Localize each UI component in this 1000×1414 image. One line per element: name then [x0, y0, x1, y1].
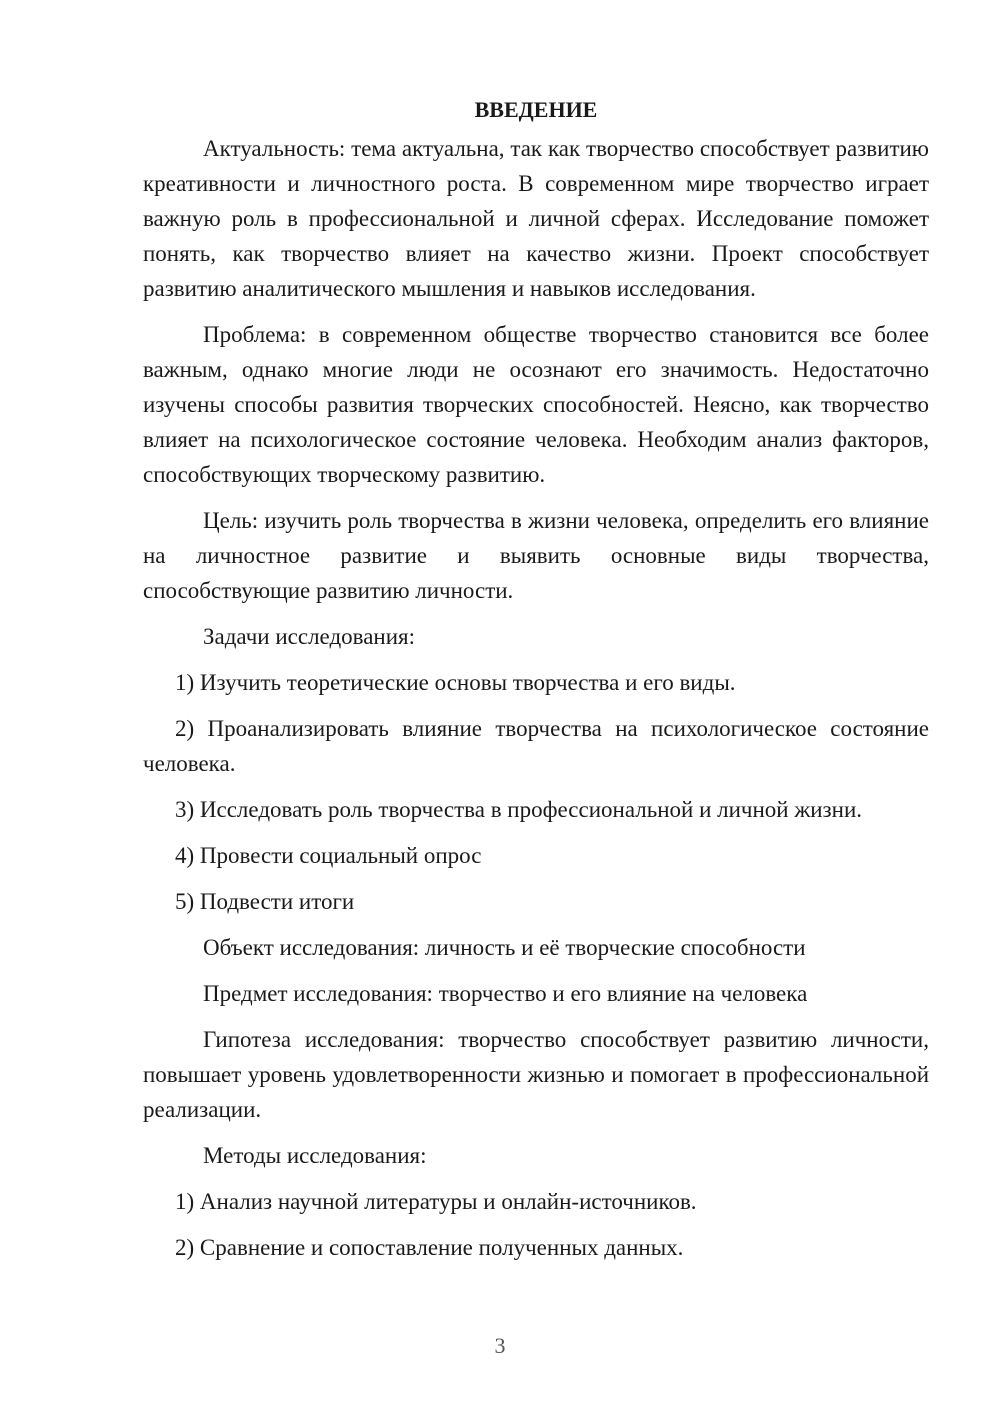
tasks-heading: Задачи исследования:	[203, 624, 416, 649]
goal-paragraph: Цель: изучить роль творчества в жизни человека, определить его влияние на личностное развитие и выявить основные виды творчества, способствующие развитию личности.	[143, 508, 929, 603]
problem-paragraph: Проблема: в современном обществе творчество становится все более важным, однако многие люди не осознают его значимость. Недостаточно изучены способы развития творческих способностей. Неясно, как творчество влияет на психологическое состояние человека. Необходим анализ факторов, способствующих творческому развитию.	[143, 322, 929, 487]
methods-heading: Методы исследования:	[203, 1143, 427, 1168]
method-item: 1) Анализ научной литературы и онлайн-источников.	[175, 1189, 697, 1214]
task-item: 1) Изучить теоретические основы творчества и его виды.	[175, 670, 736, 695]
page-title: ВВЕДЕНИЕ	[474, 97, 598, 122]
object-paragraph: Объект исследования: личность и её творческие способности	[203, 935, 806, 960]
subject-paragraph: Предмет исследования: творчество и его влияние на человека	[203, 981, 808, 1006]
task-item: 4) Провести социальный опрос	[175, 843, 482, 868]
task-item: 2) Проанализировать влияние творчества на психологическое состояние человека.	[143, 716, 929, 776]
method-item: 2) Сравнение и сопоставление полученных данных.	[175, 1235, 684, 1260]
page-number: 3	[494, 1333, 506, 1358]
page-content	[143, 92, 929, 1276]
task-item: 3) Исследовать роль творчества в профессиональной и личной жизни.	[175, 797, 863, 822]
task-item: 5) Подвести итоги	[175, 889, 355, 914]
relevance-paragraph: Актуальность: тема актуальна, так как творчество способствует развитию креативности и личностного роста. В современном мире творчество играет важную роль в профессиональной и личной сферах. Исследование поможет понять, как творчество влияет на качество жизни. Проект способствует развитию аналитического мышления и навыков исследования.	[143, 136, 929, 301]
hypothesis-paragraph: Гипотеза исследования: творчество способствует развитию личности, повышает уровень удовлетворенности жизнью и помогает в профессиональной реализации.	[143, 1027, 929, 1122]
